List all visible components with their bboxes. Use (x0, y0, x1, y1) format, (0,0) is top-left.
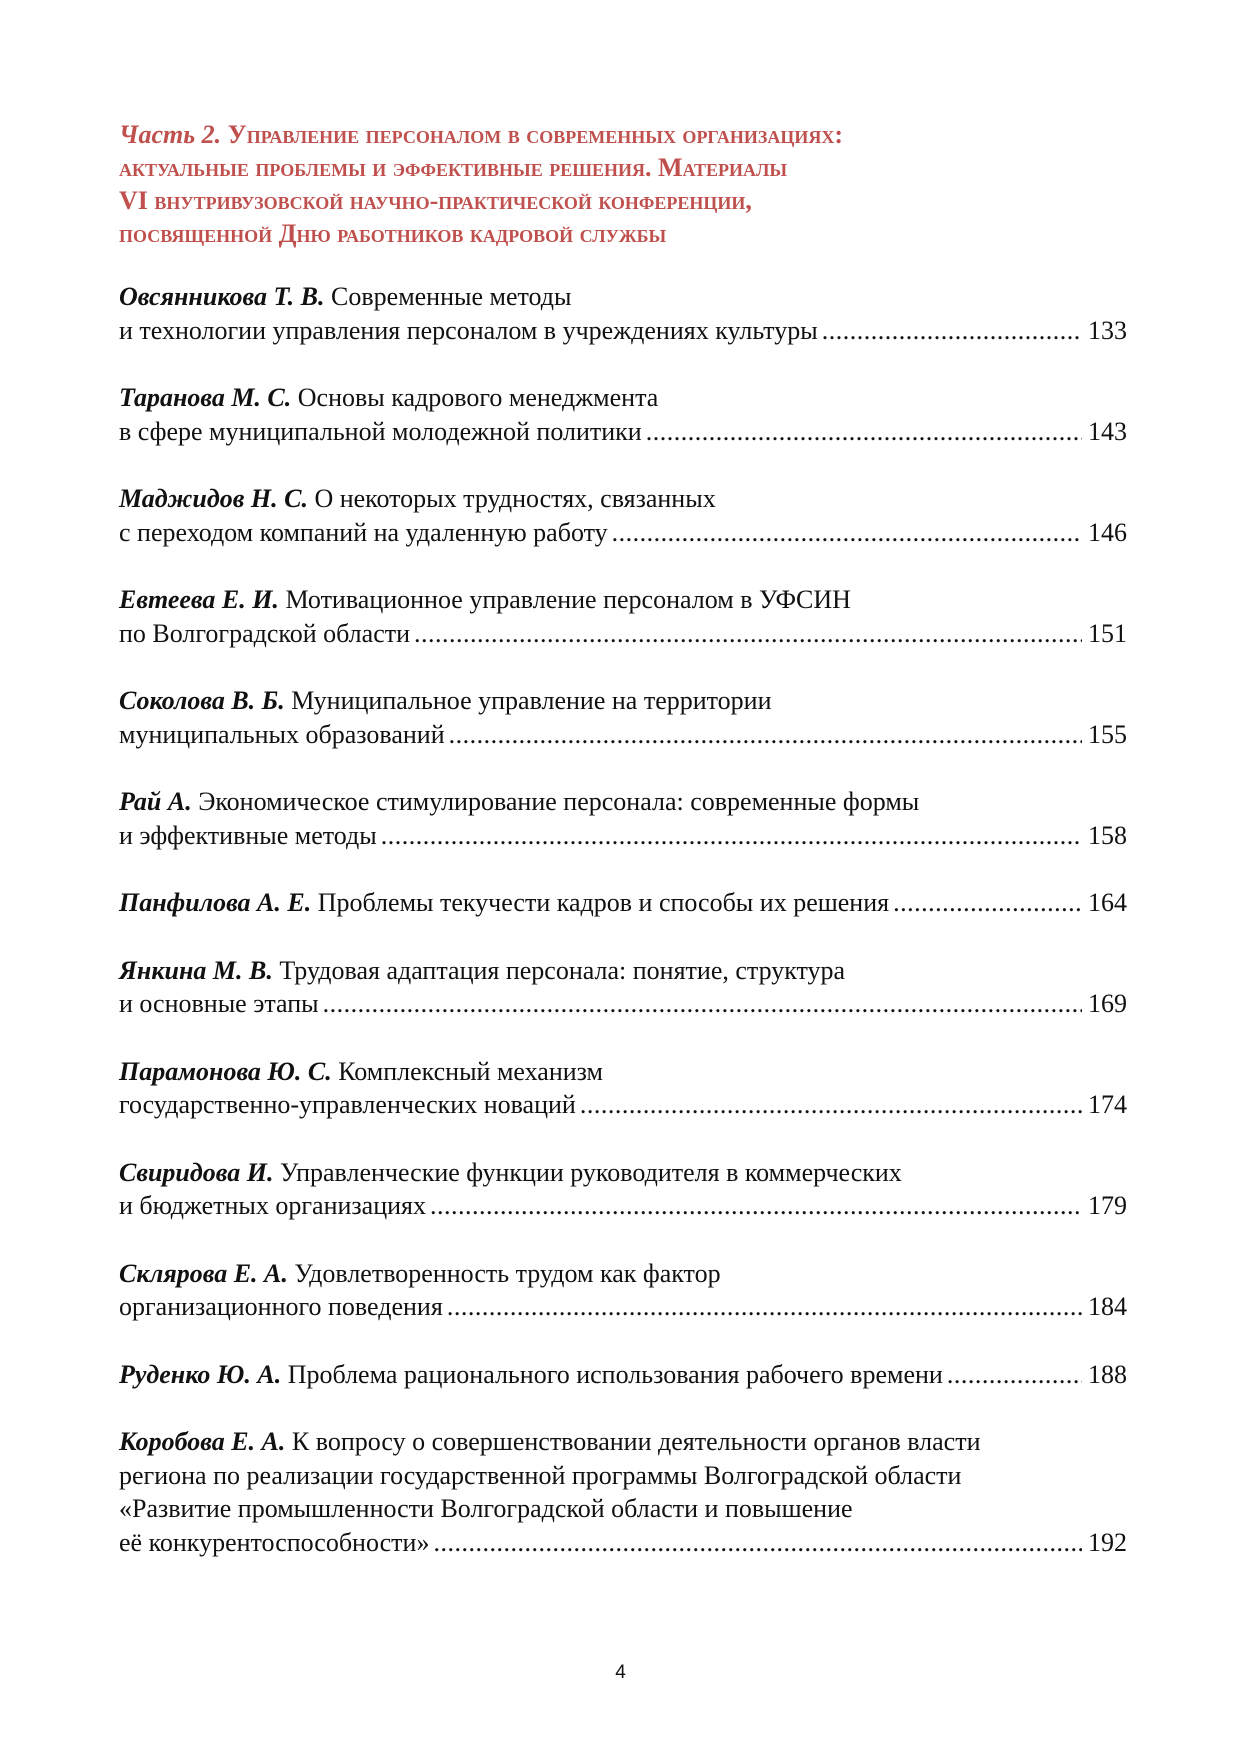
dot-leader (381, 819, 1082, 853)
toc-entry-first-line (119, 785, 1127, 819)
toc-entry-title-start: Муниципальное управление на территории (291, 686, 772, 715)
toc-entry-title-end (119, 1358, 943, 1392)
toc-entry-first-line (119, 1425, 1127, 1459)
dot-leader (323, 987, 1082, 1021)
dot-leader (612, 516, 1082, 550)
toc-entry-title-text: с переходом компаний на удаленную работу (119, 517, 608, 547)
toc-entry-author: Руденко Ю. А. (119, 1359, 282, 1389)
dot-leader (447, 1290, 1082, 1324)
toc-entry-page-number[interactable]: 155 (1088, 719, 1127, 749)
toc-entry-title-end (119, 987, 319, 1021)
toc-entry-title-start: Экономическое стимулирование персонала: современные формы (198, 787, 920, 816)
toc-entry-last-line (119, 617, 1127, 651)
toc-entry-title-end (119, 819, 377, 853)
table-of-contents (119, 280, 1127, 1559)
toc-entry-first-line (119, 1257, 1127, 1291)
toc-entry-last-line (119, 1189, 1127, 1223)
toc-entry-author: Евтеева Е. И. (119, 585, 279, 614)
toc-entry-title-end (119, 1189, 426, 1223)
toc-entry-title-end (119, 718, 445, 752)
toc-entry-first-line (119, 684, 1127, 718)
toc-entry-title-start: Мотивационное управление персоналом в УФСИН (285, 585, 851, 614)
toc-entry-first-line (119, 381, 1127, 415)
toc-entry-page-number[interactable]: 169 (1088, 989, 1127, 1018)
toc-entry-last-line (119, 1290, 1127, 1324)
toc-entry-title-start: Трудовая адаптация персонала: понятие, структура (279, 955, 846, 985)
dot-leader (430, 1189, 1082, 1223)
toc-entry-page-number[interactable]: 192 (1088, 1527, 1127, 1557)
toc-entry-author: Панфилова А. Е. (119, 888, 312, 917)
toc-entry-page-number[interactable]: 143 (1088, 416, 1127, 446)
toc-entry-first-line (119, 280, 1127, 314)
dot-leader (449, 718, 1082, 752)
toc-entry-first-line (119, 1156, 1127, 1190)
part-title-line-2: актуальные проблемы и эффективные решения. Материалы (119, 153, 788, 182)
toc-entry-title-text: и бюджетных организациях (119, 1191, 427, 1220)
toc-entry-author: Соколова В. Б. (119, 686, 285, 715)
toc-entry[interactable] (119, 1358, 1127, 1392)
toc-entry-last-line (119, 1088, 1127, 1122)
part-heading (119, 118, 1127, 250)
toc-entry-author: Таранова М. С. (119, 383, 292, 412)
toc-entry-title-start: Управленческие функции руководителя в коммерческих (279, 1157, 902, 1187)
toc-entry[interactable] (119, 1055, 1127, 1122)
toc-entry-page-number[interactable]: 174 (1088, 1090, 1127, 1119)
toc-entry-page-number[interactable]: 146 (1088, 517, 1127, 547)
toc-entry-first-line (119, 954, 1127, 988)
toc-entry-last-line (119, 1526, 1127, 1560)
toc-entry-title-end (119, 617, 410, 651)
dot-leader (947, 1358, 1082, 1392)
toc-entry-title-end (119, 314, 818, 348)
toc-entry-page-number[interactable]: 179 (1088, 1191, 1127, 1220)
dot-leader (433, 1526, 1082, 1560)
toc-entry-first-line (119, 1055, 1127, 1089)
toc-entry[interactable] (119, 1257, 1127, 1324)
toc-entry[interactable] (119, 583, 1127, 650)
toc-entry-last-line (119, 987, 1127, 1021)
part-title-line-3: VI внутривузовской научно-практической конференции, (119, 186, 752, 215)
toc-entry-last-line (119, 718, 1127, 752)
toc-entry[interactable] (119, 280, 1127, 347)
toc-entry[interactable] (119, 954, 1127, 1021)
toc-entry[interactable] (119, 482, 1127, 549)
toc-entry-title-text: и технологии управления персоналом в учреждениях культуры (119, 315, 818, 345)
toc-entry-title-text: и основные этапы (119, 989, 319, 1018)
toc-entry-author: Склярова Е. А. (119, 1258, 288, 1288)
toc-entry-title-text: государственно-управленческих новаций (119, 1090, 576, 1119)
part-title-line-4: посвященной Дню работников кадровой службы (119, 219, 667, 248)
part-title-line-1: Управление персоналом в современных организациях: (227, 120, 844, 149)
toc-entry-title-text: организационного поведения (119, 1292, 443, 1321)
toc-entry-title-end (119, 1526, 429, 1560)
toc-entry-last-line (119, 415, 1127, 449)
toc-entry-page-number[interactable]: 158 (1088, 820, 1127, 850)
toc-entry-title-line: региона по реализации государственной программы Волгоградской области (119, 1460, 962, 1490)
toc-entry-title-end (119, 886, 889, 920)
toc-entry-page-number[interactable]: 184 (1088, 1292, 1127, 1321)
toc-entry-title-text: в сфере муниципальной молодежной политики (119, 416, 642, 446)
dot-leader (893, 886, 1082, 920)
toc-entry-author: Овсянникова Т. В. (119, 282, 325, 311)
toc-entry-title-end (119, 1290, 443, 1324)
toc-entry-title-start: Удовлетворенность трудом как фактор (294, 1258, 721, 1288)
toc-entry-title-start: О некоторых трудностях, связанных (314, 484, 716, 513)
toc-entry-title-text: муниципальных образований (119, 719, 445, 749)
toc-entry-title-end (119, 516, 608, 550)
toc-entry-page-number[interactable]: 151 (1088, 618, 1127, 648)
toc-entry-author: Свиридова И. (119, 1157, 274, 1187)
toc-entry-title-text: и эффективные методы (119, 820, 377, 850)
toc-entry-title-end (119, 1088, 576, 1122)
part-label: Часть 2. (119, 120, 222, 149)
toc-entry-title-text: её конкурентоспособности» (119, 1527, 430, 1557)
toc-entry-page-number[interactable]: 188 (1088, 1359, 1127, 1389)
dot-leader (646, 415, 1082, 449)
dot-leader (822, 314, 1082, 348)
toc-entry-title-line: «Развитие промышленности Волгоградской области и повышение (119, 1494, 853, 1523)
toc-entry-last-line (119, 886, 1127, 920)
toc-entry-author: Янкина М. В. (119, 955, 273, 985)
dot-leader (580, 1088, 1082, 1122)
toc-entry[interactable] (119, 684, 1127, 751)
toc-entry-title-text: Проблема рационального использования рабочего времени (287, 1359, 943, 1389)
toc-entry-last-line (119, 314, 1127, 348)
toc-entry-page-number[interactable]: 164 (1088, 888, 1127, 917)
toc-entry[interactable] (119, 1425, 1127, 1559)
toc-entry-title-end (119, 415, 642, 449)
toc-entry-title-start: Основы кадрового менеджмента (297, 383, 659, 412)
toc-entry[interactable] (119, 381, 1127, 448)
toc-entry-title-text: Проблемы текучести кадров и способы их решения (317, 888, 890, 917)
toc-entry-author: Рай А. (119, 787, 192, 816)
dot-leader (414, 617, 1082, 651)
toc-entry-title-text: по Волгоградской области (119, 618, 411, 648)
toc-entry-author: Маджидов Н. С. (119, 484, 308, 513)
toc-entry-page-number[interactable]: 133 (1088, 315, 1127, 345)
toc-entry-author: Парамонова Ю. С. (119, 1056, 332, 1086)
page-number: 4 (615, 1662, 626, 1683)
toc-entry-last-line (119, 819, 1127, 853)
toc-entry-title-start: Современные методы (331, 282, 572, 311)
toc-entry[interactable] (119, 785, 1127, 852)
toc-entry-title-start: К вопросу о совершенствовании деятельности органов власти (291, 1427, 981, 1456)
toc-entry-last-line (119, 1358, 1127, 1392)
toc-entry-title-start: Комплексный механизм (338, 1056, 604, 1086)
toc-entry-last-line (119, 516, 1127, 550)
toc-entry[interactable] (119, 1156, 1127, 1223)
toc-entry-first-line (119, 583, 1127, 617)
toc-page (119, 118, 1127, 1593)
toc-entry-first-line (119, 482, 1127, 516)
toc-entry-author: Коробова Е. А. (119, 1427, 286, 1456)
toc-entry[interactable] (119, 886, 1127, 920)
